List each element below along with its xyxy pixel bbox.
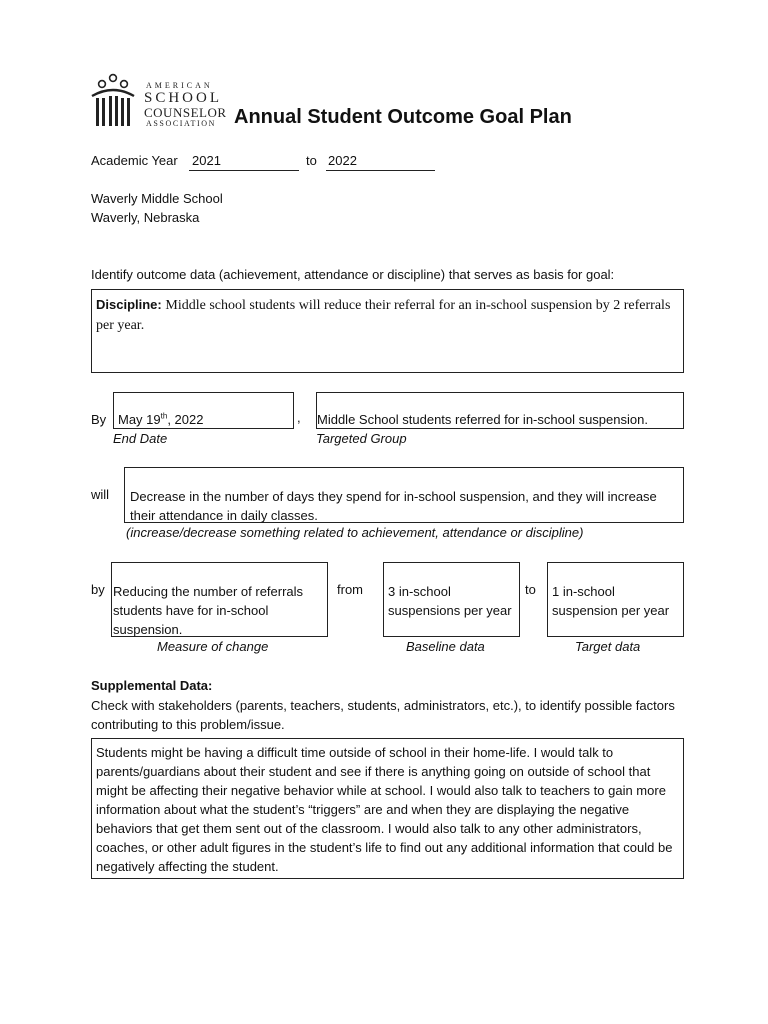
measure-of-change-caption: Measure of change — [157, 639, 269, 654]
page-title: Annual Student Outcome Goal Plan — [234, 106, 572, 128]
outcome-data-box — [91, 289, 684, 373]
logo-line-1: AMERICAN — [146, 81, 213, 90]
end-date-year: , 2022 — [167, 412, 204, 427]
supplemental-heading: Supplemental Data: — [91, 678, 213, 693]
academic-year-start — [189, 153, 299, 171]
baseline-caption: Baseline data — [406, 639, 485, 654]
logo-line-2: SCHOOL — [144, 90, 223, 106]
targeted-group-box — [316, 392, 684, 429]
from-label: from — [337, 582, 363, 597]
academic-year-start-value: 2021 — [192, 153, 221, 168]
asca-logo-icon — [90, 72, 136, 130]
academic-year-to: to — [306, 153, 317, 168]
will-caption: (increase/decrease something related to achievement, attendance or discipline) — [126, 525, 584, 540]
identify-prompt: Identify outcome data (achievement, attendance or discipline) that serves as basis for goal: — [91, 267, 615, 282]
will-text: Decrease in the number of days they spend for in-school suspension, and they will increase their attendance in daily classes. — [130, 489, 657, 523]
academic-year-label: Academic Year — [91, 153, 178, 168]
academic-year-end-value: 2022 — [328, 153, 357, 168]
logo-line-3: COUNSELOR — [144, 105, 227, 120]
end-date-caption: End Date — [113, 431, 168, 446]
outcome-text: Middle school students will reduce their referral for an in-school suspension by 2 referrals per year. — [96, 298, 671, 333]
school-name: Waverly Middle School — [91, 191, 223, 206]
supplemental-text: Students might be having a difficult time outside of school in their home-life. I would talk to parents/guardians about their student and see if there is anything going on outside of school that might be affecting their negative behavior while at school. I would also talk to teachers to gain more information about what the student’s “triggers” are and when they are displaying the negative behaviors that get them sent out of the classroom. I would also talk to any other administrators, coaches, or other adult figures in the student’s life to find out any additional information that could be negatively affecting the student. — [96, 745, 673, 874]
supplemental-instruction: Check with stakeholders (parents, teachers, students, administrators, etc.), to identify possible factors contributing to this problem/issue. — [91, 698, 675, 732]
end-date-day: May 19 — [118, 412, 161, 427]
target-text: 1 in-school suspension per year — [552, 584, 670, 618]
end-date-box — [113, 392, 294, 429]
end-date-sup: th — [160, 411, 168, 421]
measure-by-label: by — [91, 582, 105, 597]
logo-line-4: ASSOCIATION — [146, 119, 217, 128]
supplemental-box — [91, 738, 684, 879]
asca-logo — [90, 72, 230, 130]
will-label: will — [91, 487, 110, 502]
outcome-label: Discipline: — [96, 297, 162, 312]
baseline-text: 3 in-school suspensions per year — [388, 584, 512, 618]
baseline-box — [383, 562, 520, 637]
academic-year-end — [326, 153, 435, 171]
measure-of-change-text: Reducing the number of referrals students have for in-school suspension. — [113, 584, 304, 637]
by-comma: , — [297, 410, 301, 425]
target-caption: Target data — [575, 639, 641, 654]
target-box — [547, 562, 684, 637]
targeted-group-caption: Targeted Group — [316, 431, 407, 446]
school-location: Waverly, Nebraska — [91, 210, 200, 225]
targeted-group-value: Middle School students referred for in-school suspension. — [317, 412, 648, 427]
will-box — [124, 467, 684, 523]
by-label: By — [91, 412, 107, 427]
measure-of-change-box — [111, 562, 328, 637]
end-date-value — [118, 412, 203, 427]
to-label: to — [525, 582, 536, 597]
